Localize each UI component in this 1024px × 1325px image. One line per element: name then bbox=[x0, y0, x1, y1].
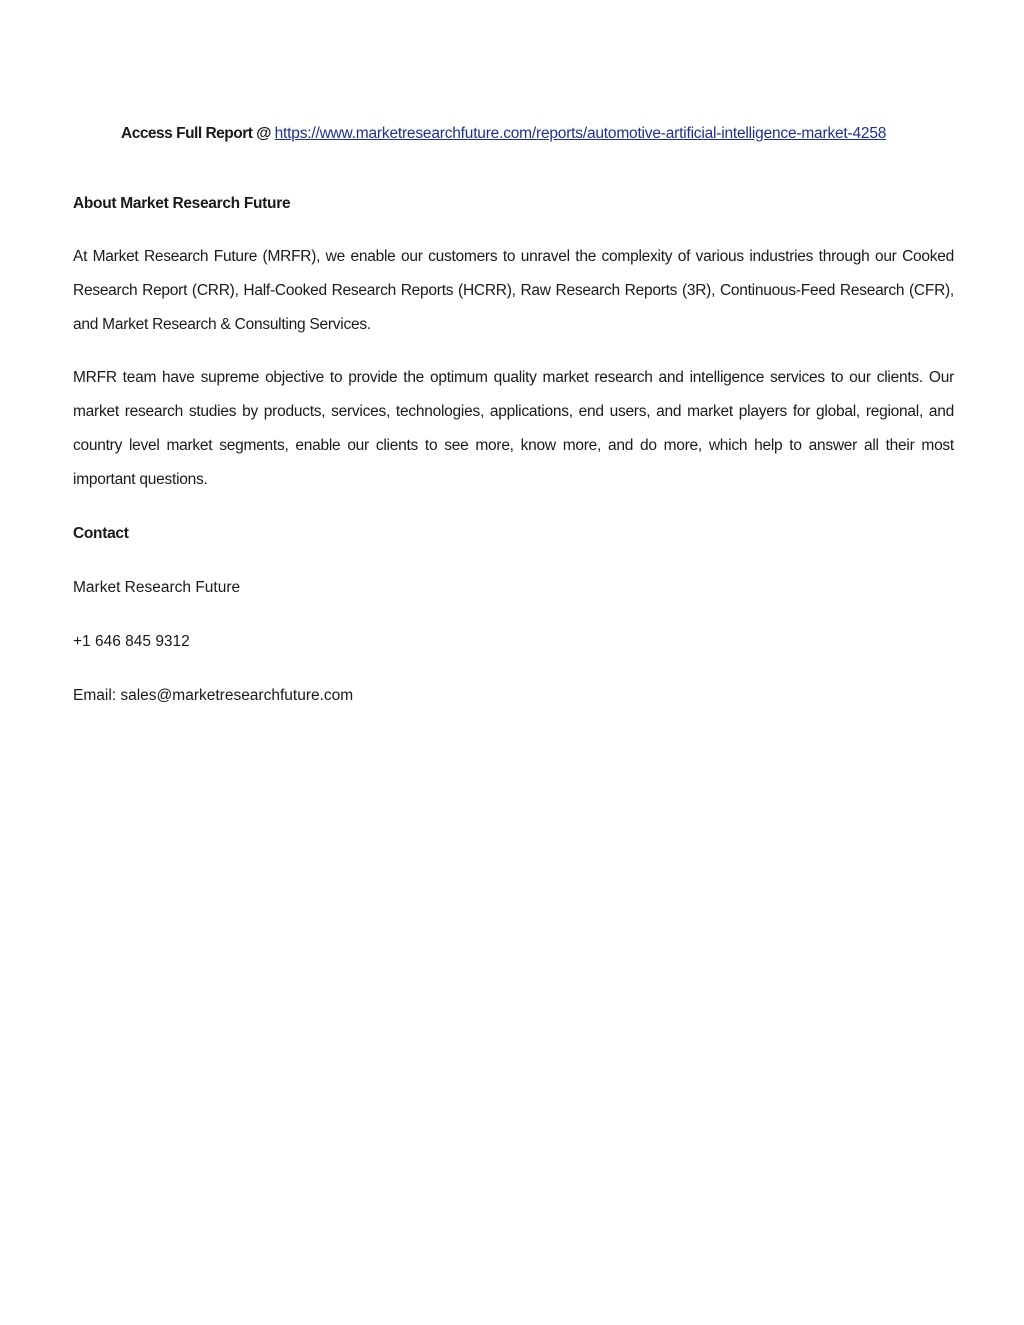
about-paragraph-2: MRFR team have supreme objective to provide the optimum quality market research and intelligence services to our clients. Our market research studies by products, services, technologies, applications, end users, and market players for global, regional, and country level market segments, enable our clients to see more, know more, and do more, which help to answer all their most important questions. bbox=[73, 369, 954, 488]
contact-phone: +1 646 845 9312 bbox=[73, 633, 190, 650]
report-link[interactable]: https://www.marketresearchfuture.com/reports/automotive-artificial-intelligence-market-4258 bbox=[274, 125, 887, 142]
contact-company: Market Research Future bbox=[73, 579, 241, 596]
access-full-report-line bbox=[121, 121, 911, 147]
contact-heading: Contact bbox=[73, 525, 129, 542]
about-paragraph-1: At Market Research Future (MRFR), we enable our customers to unravel the complexity of various industries through our Cooked Research Report (CRR), Half-Cooked Research Reports (HCRR), Raw Research Reports (3R), Continuous-Feed Research (CFR), and Market Research & Consulting Services. bbox=[73, 248, 954, 333]
about-heading: About Market Research Future bbox=[73, 195, 291, 212]
access-full-report-label: Access Full Report @ bbox=[121, 125, 275, 142]
contact-email: Email: sales@marketresearchfuture.com bbox=[73, 687, 354, 704]
